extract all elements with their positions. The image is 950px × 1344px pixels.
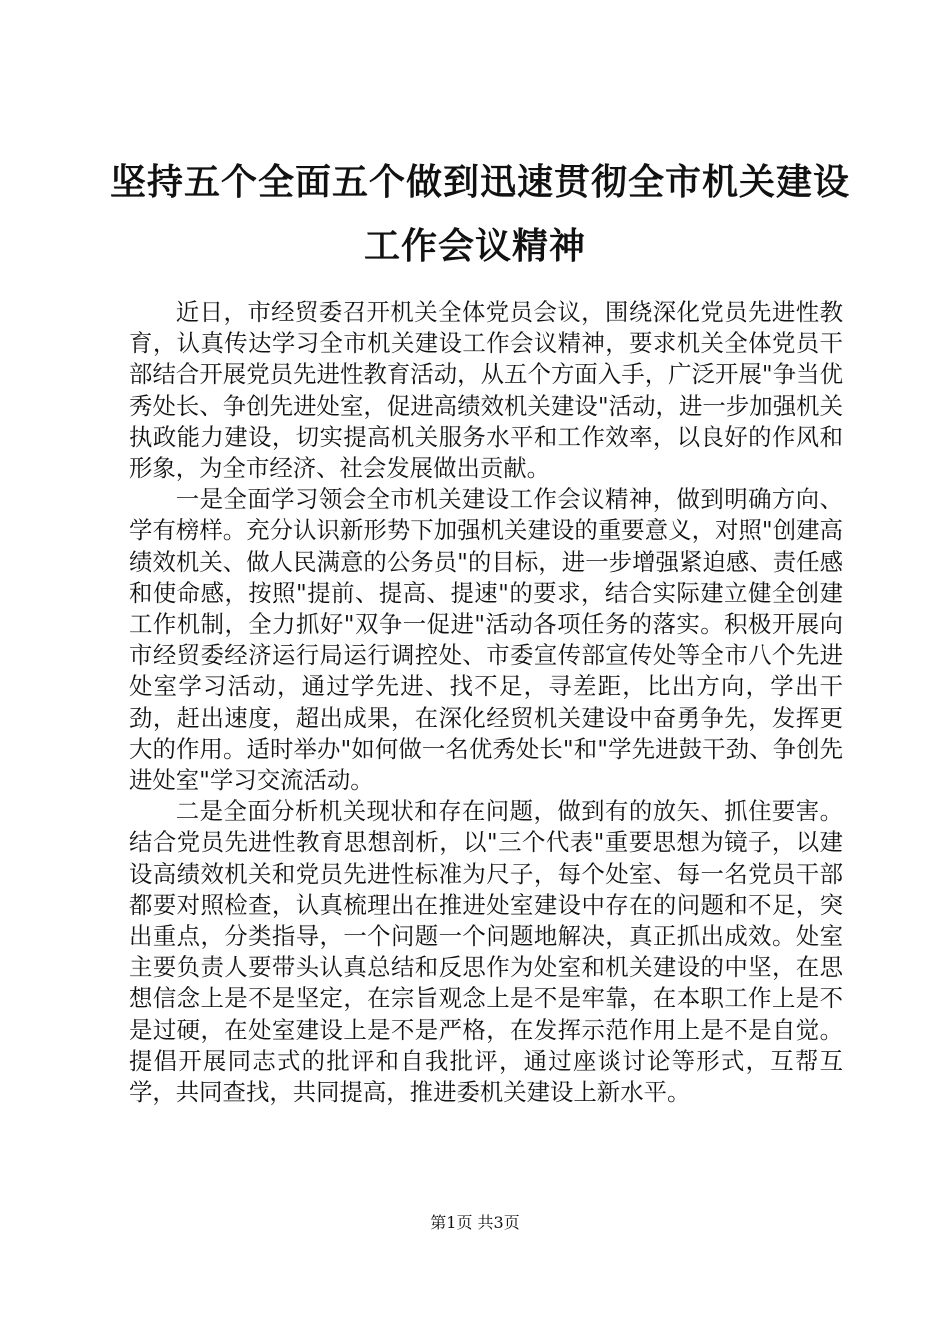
paragraph-point-two: 二是全面分析机关现状和存在问题，做到有的放矢、抓住要害。结合党员先进性教育思想剖析，以"三个代表"重要思想为镜子，以建设高绩效机关和党员先进性标准为尺子，每个处室、每一名党员干部都要对照检查，认真梳理出在推进处室建设中存在的问题和不足，突出重点，分类指导，一个问题一个问题地解决，真正抓出成效。处室主要负责人要带头认真总结和反思作为处室和机关建设的中坚，在思想信念上是不是坚定，在宗旨观念上是不是牢靠，在本职工作上是不是过硬，在处室建设上是不是严格，在发挥示范作用上是不是自觉。提倡开展同志式的批评和自我批评，通过座谈讨论等形式，互帮互学，共同查找，共同提高，推进委机关建设上新水平。 xyxy=(129,797,843,1107)
document-body xyxy=(129,297,843,1108)
paragraph-intro: 近日，市经贸委召开机关全体党员会议，围绕深化党员先进性教育，认真传达学习全市机关建设工作会议精神，要求机关全体党员干部结合开展党员先进性教育活动，从五个方面入手，广泛开展"争当优秀处长、争创先进处室，促进高绩效机关建设"活动，进一步加强机关执政能力建设，切实提高机关服务水平和工作效率，以良好的作风和形象，为全市经济、社会发展做出贡献。 xyxy=(129,298,843,483)
document-title-line-2: 工作会议精神 xyxy=(363,225,586,267)
paragraph-point-one: 一是全面学习领会全市机关建设工作会议精神，做到明确方向、学有榜样。充分认识新形势下加强机关建设的重要意义，对照"创建高绩效机关、做人民满意的公务员"的目标，进一步增强紧迫感、责任感和使命感，按照"提前、提高、提速"的要求，结合实际建立健全创建工作机制，全力抓好"双争一促进"活动各项任务的落实。积极开展向市经贸委经济运行局运行调控处、市委宣传部宣传处等全市八个先进处室学习活动，通过学先进、找不足，寻差距，比出方向，学出干劲，赶出速度，超出成果，在深化经贸机关建设中奋勇争先，发挥更大的作用。适时举办"如何做一名优秀处长"和"学先进鼓干劲、争创先进处室"学习交流活动。 xyxy=(129,485,843,795)
page-number-footer: 第1页 共3页 xyxy=(430,1213,520,1232)
document-title-line-1: 坚持五个全面五个做到迅速贯彻全市机关建设 xyxy=(110,161,851,203)
